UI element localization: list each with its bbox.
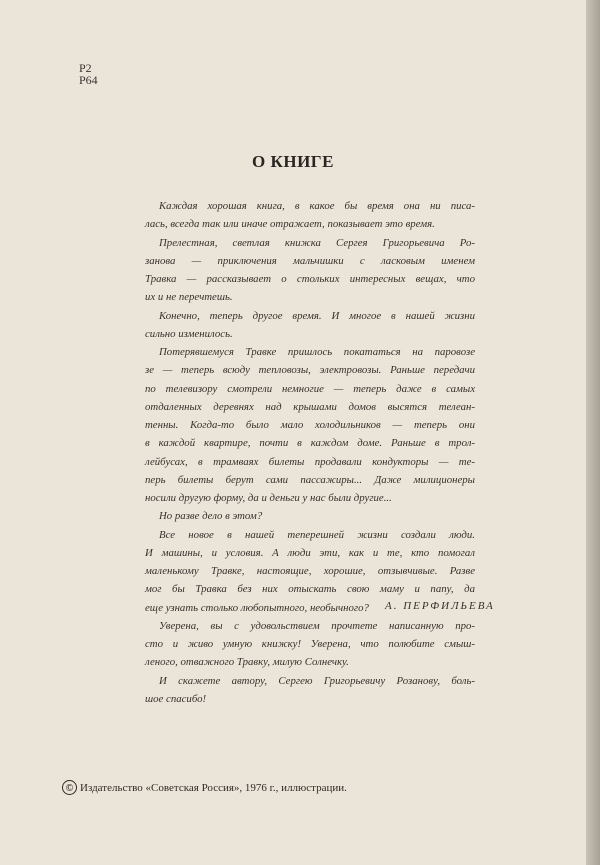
text-line: шое спасибо! xyxy=(145,692,207,705)
foreword-text xyxy=(145,197,475,708)
catalog-code: Р2 xyxy=(79,61,92,75)
text-line: леного, отважного Травку, милую Солнечку. xyxy=(145,656,349,669)
text-line: Все новое в нашей теперешней жизни создали люди. xyxy=(159,528,475,541)
text-line: по телевизору смотрели немногие — теперь даже в самых xyxy=(145,382,475,395)
text-line: тенны. Когда-то было мало холодильников — теперь они xyxy=(145,419,475,431)
page-edge xyxy=(586,0,600,865)
text-line: Прелестная, светлая книжка Сергея Григорьевича Ро- xyxy=(159,236,475,249)
catalog-codes xyxy=(79,62,98,86)
text-line: занова — приключения мальчишки с ласковым именем xyxy=(145,254,475,267)
copyright-line xyxy=(62,780,347,795)
text-line: носили другую форму, да и деньги у нас были другие... xyxy=(145,492,392,504)
page-title: О КНИГЕ xyxy=(252,152,334,171)
copyright-icon: © xyxy=(62,780,77,795)
text-line: Потерявшемуся Травке пришлось покататься на паровозе xyxy=(159,346,475,358)
text-line: мог бы Травка без них отыскать свою маму и папу, да xyxy=(145,583,475,596)
text-line: Уверена, вы с удовольствием прочтете написанную про- xyxy=(159,619,475,632)
text-line: Конечно, теперь другое время. И многое в нашей жизни xyxy=(159,309,475,322)
text-line: лась, всегда так или иначе отражает, показывает это время. xyxy=(145,218,435,231)
text-line: их и не перечтешь. xyxy=(145,291,233,304)
text-line: И скажете автору, Сергею Григорьевичу Розанову, боль- xyxy=(159,674,475,687)
text-line: маленькому Травке, настоящие, хорошие, отзывчивые. Разве xyxy=(145,565,475,577)
text-line: сто и живо умную книжку! Уверена, что полюбите смыш- xyxy=(145,638,475,650)
text-line: зе — теперь всюду тепловозы, электровозы. Раньше передачи xyxy=(145,364,475,377)
text-line: Но разве дело в этом? xyxy=(159,510,263,523)
author-signature: А. ПЕРФИЛЬЕВА xyxy=(385,600,495,612)
text-line: лейбусах, в трамваях билеты продавали кондукторы — те- xyxy=(145,455,475,468)
text-line: отдаленных деревнях над крышами домов высятся телеан- xyxy=(145,400,475,413)
copyright-text: Издательство «Советская Россия», 1976 г., иллюстрации. xyxy=(80,781,347,794)
text-line: еще узнать столько любопытного, необычного? xyxy=(145,601,369,614)
text-line: Травка — рассказывает о стольких интересных вещах, что xyxy=(145,273,475,285)
text-line: сильно изменилось. xyxy=(145,327,233,340)
catalog-code: Р64 xyxy=(79,73,98,87)
text-line: И машины, и условия. А люди эти, как и те, кто помогал xyxy=(145,546,475,559)
text-line: Каждая хорошая книга, в какое бы время она ни писа- xyxy=(159,200,475,212)
text-line: перь билеты берут сами пассажиры... Даже милиционеры xyxy=(145,473,475,486)
text-line: в каждой квартире, почти в каждом доме. Раньше в трол- xyxy=(145,437,475,450)
